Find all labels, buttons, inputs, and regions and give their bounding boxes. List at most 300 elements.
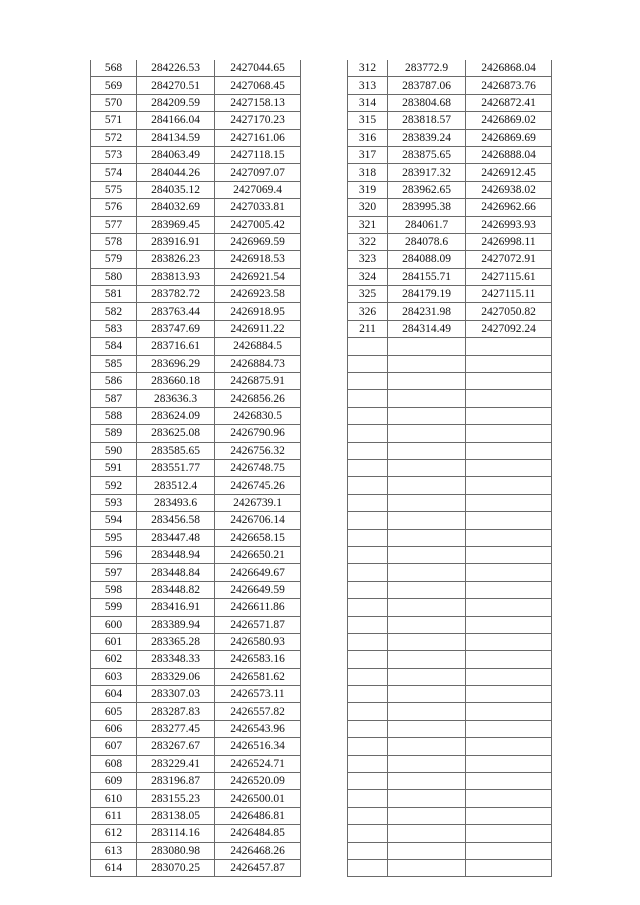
y-coordinate-cell: 2426571.87	[215, 616, 301, 633]
point-number-cell: 576	[91, 199, 137, 216]
x-coordinate-cell: 283229.41	[137, 755, 215, 772]
x-coordinate-cell	[388, 773, 466, 790]
point-number-cell	[348, 807, 388, 824]
point-number-cell	[348, 599, 388, 616]
table-row	[348, 616, 552, 633]
y-coordinate-cell	[466, 355, 552, 372]
x-coordinate-cell: 284035.12	[137, 181, 215, 198]
table-row	[91, 564, 301, 581]
x-coordinate-cell	[388, 355, 466, 372]
x-coordinate-cell	[388, 373, 466, 390]
point-number-cell	[348, 773, 388, 790]
table-row	[348, 181, 552, 198]
y-coordinate-cell	[466, 442, 552, 459]
x-coordinate-cell: 283307.03	[137, 686, 215, 703]
y-coordinate-cell	[466, 738, 552, 755]
x-coordinate-cell: 283114.16	[137, 825, 215, 842]
x-coordinate-cell: 284044.26	[137, 164, 215, 181]
point-number-cell	[348, 373, 388, 390]
table-row	[348, 755, 552, 772]
y-coordinate-cell	[466, 459, 552, 476]
point-number-cell: 604	[91, 686, 137, 703]
x-coordinate-cell: 283772.9	[388, 60, 466, 77]
table-row	[348, 233, 552, 250]
point-number-cell	[348, 703, 388, 720]
point-number-cell: 592	[91, 477, 137, 494]
x-coordinate-cell: 283917.32	[388, 164, 466, 181]
x-coordinate-cell	[388, 442, 466, 459]
point-number-cell	[348, 842, 388, 859]
y-coordinate-cell	[466, 720, 552, 737]
table-row	[348, 859, 552, 876]
point-number-cell	[348, 668, 388, 685]
table-row	[91, 755, 301, 772]
point-number-cell: 611	[91, 807, 137, 824]
point-number-cell: 597	[91, 564, 137, 581]
y-coordinate-cell: 2426486.81	[215, 807, 301, 824]
x-coordinate-cell: 283551.77	[137, 459, 215, 476]
y-coordinate-cell	[466, 494, 552, 511]
y-coordinate-cell: 2426873.76	[466, 77, 552, 94]
point-number-cell: 319	[348, 181, 388, 198]
point-number-cell: 613	[91, 842, 137, 859]
table-row	[91, 112, 301, 129]
x-coordinate-cell	[388, 738, 466, 755]
y-coordinate-cell: 2427115.61	[466, 268, 552, 285]
y-coordinate-cell: 2426650.21	[215, 546, 301, 563]
point-number-cell: 600	[91, 616, 137, 633]
table-row	[348, 268, 552, 285]
y-coordinate-cell: 2426938.02	[466, 181, 552, 198]
y-coordinate-cell: 2427050.82	[466, 303, 552, 320]
x-coordinate-cell	[388, 564, 466, 581]
point-number-cell	[348, 825, 388, 842]
table-row	[348, 94, 552, 111]
table-row	[348, 129, 552, 146]
y-coordinate-cell: 2426516.34	[215, 738, 301, 755]
x-coordinate-cell: 284166.04	[137, 112, 215, 129]
table-row	[348, 146, 552, 163]
table-row	[91, 216, 301, 233]
point-number-cell	[348, 581, 388, 598]
table-row	[91, 129, 301, 146]
point-number-cell: 598	[91, 581, 137, 598]
x-coordinate-cell: 283080.98	[137, 842, 215, 859]
table-row	[91, 807, 301, 824]
y-coordinate-cell: 2426869.69	[466, 129, 552, 146]
coordinate-table-right	[347, 60, 552, 877]
table-row	[91, 616, 301, 633]
y-coordinate-cell	[466, 512, 552, 529]
y-coordinate-cell: 2427158.13	[215, 94, 301, 111]
point-number-cell	[348, 564, 388, 581]
table-row	[91, 233, 301, 250]
x-coordinate-cell: 283813.93	[137, 268, 215, 285]
table-row	[91, 859, 301, 876]
table-row	[91, 303, 301, 320]
y-coordinate-cell	[466, 703, 552, 720]
x-coordinate-cell: 283493.6	[137, 494, 215, 511]
table-row	[348, 738, 552, 755]
table-row	[348, 790, 552, 807]
x-coordinate-cell	[388, 407, 466, 424]
point-number-cell: 586	[91, 373, 137, 390]
y-coordinate-cell: 2426581.62	[215, 668, 301, 685]
x-coordinate-cell: 284078.6	[388, 233, 466, 250]
table-row	[91, 581, 301, 598]
point-number-cell: 314	[348, 94, 388, 111]
y-coordinate-cell	[466, 477, 552, 494]
point-number-cell: 315	[348, 112, 388, 129]
y-coordinate-cell: 2427092.24	[466, 320, 552, 337]
point-number-cell: 610	[91, 790, 137, 807]
y-coordinate-cell: 2426969.59	[215, 233, 301, 250]
point-number-cell	[348, 546, 388, 563]
y-coordinate-cell	[466, 651, 552, 668]
x-coordinate-cell: 284226.53	[137, 60, 215, 77]
point-number-cell: 575	[91, 181, 137, 198]
x-coordinate-cell	[388, 825, 466, 842]
y-coordinate-cell: 2427068.45	[215, 77, 301, 94]
x-coordinate-cell	[388, 512, 466, 529]
x-coordinate-cell	[388, 338, 466, 355]
table-row	[348, 546, 552, 563]
x-coordinate-cell	[388, 599, 466, 616]
point-number-cell	[348, 633, 388, 650]
x-coordinate-cell: 283447.48	[137, 529, 215, 546]
y-coordinate-cell: 2427044.65	[215, 60, 301, 77]
x-coordinate-cell	[388, 720, 466, 737]
point-number-cell: 607	[91, 738, 137, 755]
y-coordinate-cell	[466, 773, 552, 790]
point-number-cell: 322	[348, 233, 388, 250]
x-coordinate-cell: 283196.87	[137, 773, 215, 790]
y-coordinate-cell	[466, 633, 552, 650]
y-coordinate-cell: 2426500.01	[215, 790, 301, 807]
point-number-cell: 594	[91, 512, 137, 529]
x-coordinate-cell	[388, 755, 466, 772]
x-coordinate-cell: 283782.72	[137, 286, 215, 303]
point-number-cell: 583	[91, 320, 137, 337]
y-coordinate-cell	[466, 825, 552, 842]
table-row	[91, 738, 301, 755]
table-row	[91, 390, 301, 407]
point-number-cell: 211	[348, 320, 388, 337]
table-row	[91, 320, 301, 337]
table-row	[91, 842, 301, 859]
table-row	[91, 825, 301, 842]
table-row	[348, 825, 552, 842]
table-row	[91, 181, 301, 198]
table-row	[348, 477, 552, 494]
point-number-cell: 321	[348, 216, 388, 233]
y-coordinate-cell: 2426543.96	[215, 720, 301, 737]
table-row	[348, 459, 552, 476]
x-coordinate-cell: 283389.94	[137, 616, 215, 633]
point-number-cell: 325	[348, 286, 388, 303]
x-coordinate-cell: 283267.67	[137, 738, 215, 755]
point-number-cell: 608	[91, 755, 137, 772]
point-number-cell	[348, 616, 388, 633]
point-number-cell: 577	[91, 216, 137, 233]
y-coordinate-cell: 2426918.95	[215, 303, 301, 320]
point-number-cell: 581	[91, 286, 137, 303]
point-number-cell: 573	[91, 146, 137, 163]
table-row	[91, 477, 301, 494]
x-coordinate-cell	[388, 703, 466, 720]
y-coordinate-cell	[466, 407, 552, 424]
point-number-cell: 324	[348, 268, 388, 285]
table-row	[348, 303, 552, 320]
x-coordinate-cell	[388, 842, 466, 859]
point-number-cell: 584	[91, 338, 137, 355]
x-coordinate-cell: 283448.94	[137, 546, 215, 563]
x-coordinate-cell	[388, 790, 466, 807]
y-coordinate-cell: 2426573.11	[215, 686, 301, 703]
y-coordinate-cell: 2426756.32	[215, 442, 301, 459]
x-coordinate-cell: 283277.45	[137, 720, 215, 737]
table-row	[348, 773, 552, 790]
x-coordinate-cell: 284032.69	[137, 199, 215, 216]
point-number-cell: 593	[91, 494, 137, 511]
y-coordinate-cell: 2426856.26	[215, 390, 301, 407]
table-row	[348, 668, 552, 685]
x-coordinate-cell: 283625.08	[137, 425, 215, 442]
x-coordinate-cell: 283287.83	[137, 703, 215, 720]
point-number-cell: 317	[348, 146, 388, 163]
x-coordinate-cell	[388, 651, 466, 668]
x-coordinate-cell	[388, 686, 466, 703]
y-coordinate-cell: 2426658.15	[215, 529, 301, 546]
y-coordinate-cell: 2426706.14	[215, 512, 301, 529]
point-number-cell: 605	[91, 703, 137, 720]
y-coordinate-cell: 2426649.67	[215, 564, 301, 581]
point-number-cell: 320	[348, 199, 388, 216]
y-coordinate-cell: 2426580.93	[215, 633, 301, 650]
y-coordinate-cell	[466, 755, 552, 772]
y-coordinate-cell: 2426869.02	[466, 112, 552, 129]
point-number-cell: 323	[348, 251, 388, 268]
x-coordinate-cell: 283804.68	[388, 94, 466, 111]
table-row	[91, 686, 301, 703]
table-row	[91, 668, 301, 685]
table-row	[348, 373, 552, 390]
table-row	[91, 651, 301, 668]
point-number-cell	[348, 442, 388, 459]
x-coordinate-cell: 283329.06	[137, 668, 215, 685]
table-row	[348, 633, 552, 650]
x-coordinate-cell: 284270.51	[137, 77, 215, 94]
point-number-cell: 588	[91, 407, 137, 424]
table-row	[348, 286, 552, 303]
y-coordinate-cell: 2427033.81	[215, 199, 301, 216]
table-row	[348, 442, 552, 459]
table-row	[348, 807, 552, 824]
x-coordinate-cell: 283512.4	[137, 477, 215, 494]
x-coordinate-cell	[388, 581, 466, 598]
x-coordinate-cell: 284061.7	[388, 216, 466, 233]
table-row	[91, 425, 301, 442]
y-coordinate-cell: 2426918.53	[215, 251, 301, 268]
point-number-cell: 568	[91, 60, 137, 77]
y-coordinate-cell: 2426993.93	[466, 216, 552, 233]
table-row	[91, 164, 301, 181]
point-number-cell: 601	[91, 633, 137, 650]
point-number-cell	[348, 790, 388, 807]
y-coordinate-cell: 2426457.87	[215, 859, 301, 876]
x-coordinate-cell: 283138.05	[137, 807, 215, 824]
table-row	[91, 599, 301, 616]
x-coordinate-cell: 283696.29	[137, 355, 215, 372]
point-number-cell: 580	[91, 268, 137, 285]
point-number-cell: 603	[91, 668, 137, 685]
point-number-cell: 569	[91, 77, 137, 94]
y-coordinate-cell: 2426875.91	[215, 373, 301, 390]
x-coordinate-cell	[388, 459, 466, 476]
point-number-cell	[348, 425, 388, 442]
point-number-cell: 606	[91, 720, 137, 737]
table-row	[348, 320, 552, 337]
point-number-cell: 574	[91, 164, 137, 181]
x-coordinate-cell: 284088.09	[388, 251, 466, 268]
y-coordinate-cell: 2427069.4	[215, 181, 301, 198]
y-coordinate-cell: 2426830.5	[215, 407, 301, 424]
x-coordinate-cell: 283818.57	[388, 112, 466, 129]
x-coordinate-cell: 283070.25	[137, 859, 215, 876]
y-coordinate-cell: 2427118.15	[215, 146, 301, 163]
table-row	[91, 251, 301, 268]
x-coordinate-cell	[388, 633, 466, 650]
x-coordinate-cell	[388, 807, 466, 824]
x-coordinate-cell: 284063.49	[137, 146, 215, 163]
y-coordinate-cell: 2426911.22	[215, 320, 301, 337]
x-coordinate-cell	[388, 390, 466, 407]
x-coordinate-cell	[388, 494, 466, 511]
x-coordinate-cell: 283916.91	[137, 233, 215, 250]
point-number-cell: 612	[91, 825, 137, 842]
point-number-cell	[348, 338, 388, 355]
table-row	[91, 77, 301, 94]
y-coordinate-cell: 2426520.09	[215, 773, 301, 790]
point-number-cell	[348, 477, 388, 494]
x-coordinate-cell: 284155.71	[388, 268, 466, 285]
y-coordinate-cell: 2426748.75	[215, 459, 301, 476]
y-coordinate-cell: 2426868.04	[466, 60, 552, 77]
table-row	[348, 842, 552, 859]
x-coordinate-cell: 284231.98	[388, 303, 466, 320]
y-coordinate-cell	[466, 807, 552, 824]
y-coordinate-cell	[466, 564, 552, 581]
table-row	[91, 546, 301, 563]
table-row	[348, 355, 552, 372]
y-coordinate-cell: 2426884.5	[215, 338, 301, 355]
table-row	[91, 720, 301, 737]
y-coordinate-cell: 2426998.11	[466, 233, 552, 250]
table-row	[91, 60, 301, 77]
point-number-cell	[348, 390, 388, 407]
table-row	[348, 564, 552, 581]
y-coordinate-cell	[466, 686, 552, 703]
y-coordinate-cell: 2426649.59	[215, 581, 301, 598]
y-coordinate-cell: 2426524.71	[215, 755, 301, 772]
x-coordinate-cell: 283456.58	[137, 512, 215, 529]
point-number-cell: 596	[91, 546, 137, 563]
x-coordinate-cell: 284179.19	[388, 286, 466, 303]
y-coordinate-cell	[466, 616, 552, 633]
y-coordinate-cell	[466, 599, 552, 616]
y-coordinate-cell: 2426962.66	[466, 199, 552, 216]
y-coordinate-cell: 2426468.26	[215, 842, 301, 859]
point-number-cell	[348, 651, 388, 668]
y-coordinate-cell	[466, 425, 552, 442]
y-coordinate-cell	[466, 390, 552, 407]
table-row	[348, 60, 552, 77]
table-row	[91, 199, 301, 216]
point-number-cell: 589	[91, 425, 137, 442]
table-row	[91, 773, 301, 790]
point-number-cell: 316	[348, 129, 388, 146]
point-number-cell: 312	[348, 60, 388, 77]
x-coordinate-cell: 283839.24	[388, 129, 466, 146]
table-row	[348, 703, 552, 720]
table-row	[91, 442, 301, 459]
table-row	[348, 216, 552, 233]
point-number-cell	[348, 407, 388, 424]
x-coordinate-cell: 284209.59	[137, 94, 215, 111]
x-coordinate-cell	[388, 859, 466, 876]
x-coordinate-cell	[388, 477, 466, 494]
x-coordinate-cell: 283624.09	[137, 407, 215, 424]
y-coordinate-cell	[466, 842, 552, 859]
point-number-cell	[348, 738, 388, 755]
y-coordinate-cell	[466, 668, 552, 685]
x-coordinate-cell	[388, 668, 466, 685]
x-coordinate-cell: 283448.82	[137, 581, 215, 598]
y-coordinate-cell: 2427161.06	[215, 129, 301, 146]
table-row	[348, 494, 552, 511]
x-coordinate-cell: 283969.45	[137, 216, 215, 233]
point-number-cell: 587	[91, 390, 137, 407]
y-coordinate-cell: 2427005.42	[215, 216, 301, 233]
point-number-cell	[348, 859, 388, 876]
point-number-cell: 591	[91, 459, 137, 476]
table-row	[348, 390, 552, 407]
y-coordinate-cell: 2426484.85	[215, 825, 301, 842]
y-coordinate-cell: 2426872.41	[466, 94, 552, 111]
point-number-cell	[348, 494, 388, 511]
table-row	[348, 251, 552, 268]
y-coordinate-cell: 2427170.23	[215, 112, 301, 129]
point-number-cell: 599	[91, 599, 137, 616]
point-number-cell	[348, 355, 388, 372]
x-coordinate-cell: 283995.38	[388, 199, 466, 216]
x-coordinate-cell: 283448.84	[137, 564, 215, 581]
point-number-cell	[348, 755, 388, 772]
x-coordinate-cell: 283763.44	[137, 303, 215, 320]
y-coordinate-cell: 2426790.96	[215, 425, 301, 442]
point-number-cell: 313	[348, 77, 388, 94]
y-coordinate-cell	[466, 581, 552, 598]
point-number-cell: 609	[91, 773, 137, 790]
y-coordinate-cell: 2426739.1	[215, 494, 301, 511]
table-row	[91, 703, 301, 720]
x-coordinate-cell: 283747.69	[137, 320, 215, 337]
table-row	[348, 686, 552, 703]
table-row	[91, 286, 301, 303]
table-row	[348, 338, 552, 355]
table-row	[91, 512, 301, 529]
table-row	[348, 407, 552, 424]
